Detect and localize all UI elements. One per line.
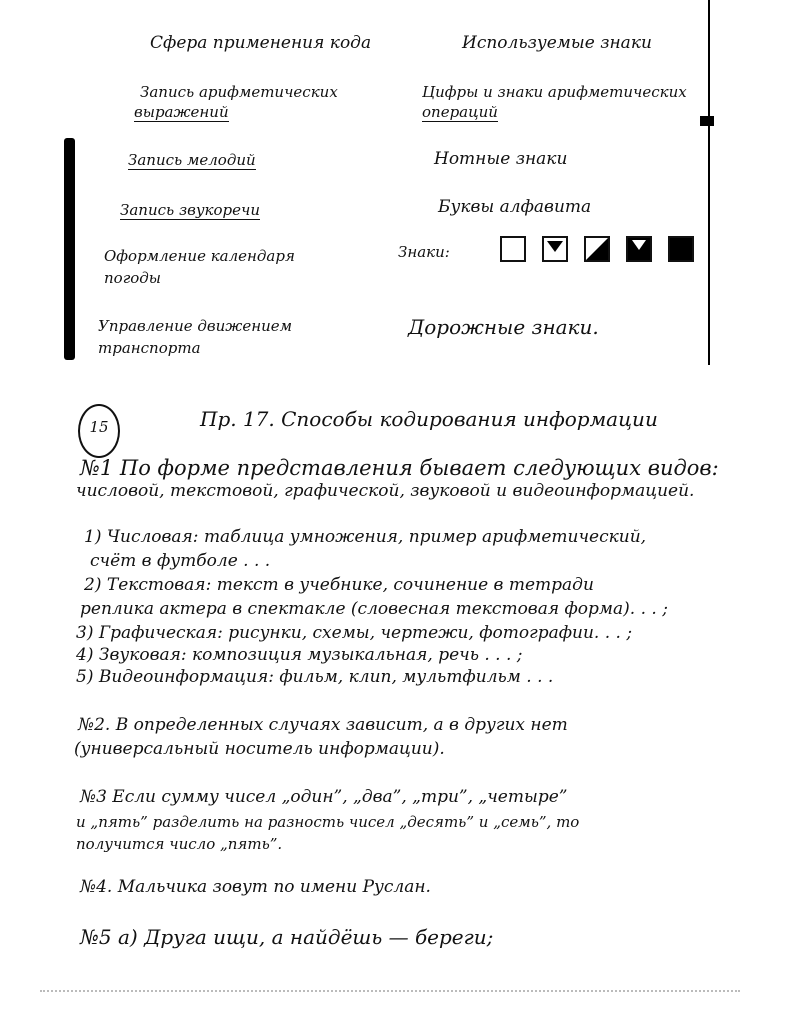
answer-1-item-5: 5) Видеоинформация: фильм, клип, мультфильм . . . bbox=[76, 667, 554, 687]
row-1-left-line-2: выражений bbox=[134, 103, 229, 121]
weather-signs bbox=[500, 236, 694, 262]
row-2-left: Запись мелодий bbox=[128, 151, 256, 169]
answer-2-line-1: №2. В определенных случаях зависит, а в других нет bbox=[78, 715, 568, 735]
row-3-left: Запись звукоречи bbox=[120, 201, 261, 219]
answer-2-line-2: (универсальный носитель информации). bbox=[74, 739, 445, 759]
row-3-right: Буквы алфавита bbox=[438, 197, 592, 217]
answer-3-line-3: получится число „пять”. bbox=[76, 835, 283, 853]
answer-1-item-4: 4) Звуковая: композиция музыкальная, речь . . . ; bbox=[76, 645, 523, 665]
answer-1-item-2b: реплика актера в спектакле (словесная текстовая форма). . . ; bbox=[80, 599, 668, 619]
weather-sign-half bbox=[584, 236, 610, 262]
table-header-left: Сфера применения кода bbox=[150, 33, 372, 53]
margin-mark bbox=[64, 138, 75, 360]
answer-1-line-1: №1 По форме представления бывает следующих видов: bbox=[80, 456, 719, 480]
weather-sign-big-triangle bbox=[626, 236, 652, 262]
row-4-left-line-1: Оформление календаря bbox=[104, 247, 295, 265]
answer-3-line-1: №3 Если сумму чисел „один”, „два”, „три”, „четыре” bbox=[80, 787, 568, 807]
answer-1-item-1b: счёт в футболе . . . bbox=[90, 551, 271, 571]
exercise-title: Пр. 17. Способы кодирования информации bbox=[200, 407, 658, 431]
row-4-right: Знаки: bbox=[398, 243, 450, 261]
right-margin-line bbox=[708, 0, 710, 365]
answer-1-item-3: 3) Графическая: рисунки, схемы, чертежи, фотографии. . . ; bbox=[76, 623, 633, 643]
table-header-right: Используемые знаки bbox=[462, 33, 652, 53]
answer-5: №5 а) Друга ищи, а найдёшь — береги; bbox=[80, 925, 494, 949]
row-5-left-line-2: транспорта bbox=[98, 339, 201, 357]
answer-4: №4. Мальчика зовут по имени Руслан. bbox=[80, 877, 431, 897]
row-1-left-line-1: Запись арифметических bbox=[140, 83, 338, 101]
circled-number bbox=[78, 404, 120, 458]
weather-sign-small-triangle bbox=[542, 236, 568, 262]
right-margin-mark bbox=[700, 116, 714, 126]
weather-sign-empty bbox=[500, 236, 526, 262]
answer-1-line-2: числовой, текстовой, графической, звуковой и видеоинформацией. bbox=[76, 481, 695, 501]
row-1-right-line-1: Цифры и знаки арифметических bbox=[422, 83, 687, 101]
circled-number-label: 15 bbox=[89, 418, 109, 436]
answer-1-item-1: 1) Числовая: таблица умножения, пример арифметический, bbox=[84, 527, 647, 547]
row-2-right: Нотные знаки bbox=[434, 149, 568, 169]
answer-3-line-2: и „пять” разделить на разность чисел „десять” и „семь”, то bbox=[76, 813, 580, 831]
row-5-left-line-1: Управление движением bbox=[98, 317, 293, 335]
answer-1-item-2: 2) Текстовая: текст в учебнике, сочинение в тетради bbox=[84, 575, 594, 595]
row-1-right-line-2: операций bbox=[422, 103, 498, 121]
bottom-dotted-line bbox=[40, 990, 740, 1000]
weather-sign-full bbox=[668, 236, 694, 262]
row-5-right: Дорожные знаки. bbox=[408, 315, 599, 339]
row-4-left-line-2: погоды bbox=[104, 269, 162, 287]
